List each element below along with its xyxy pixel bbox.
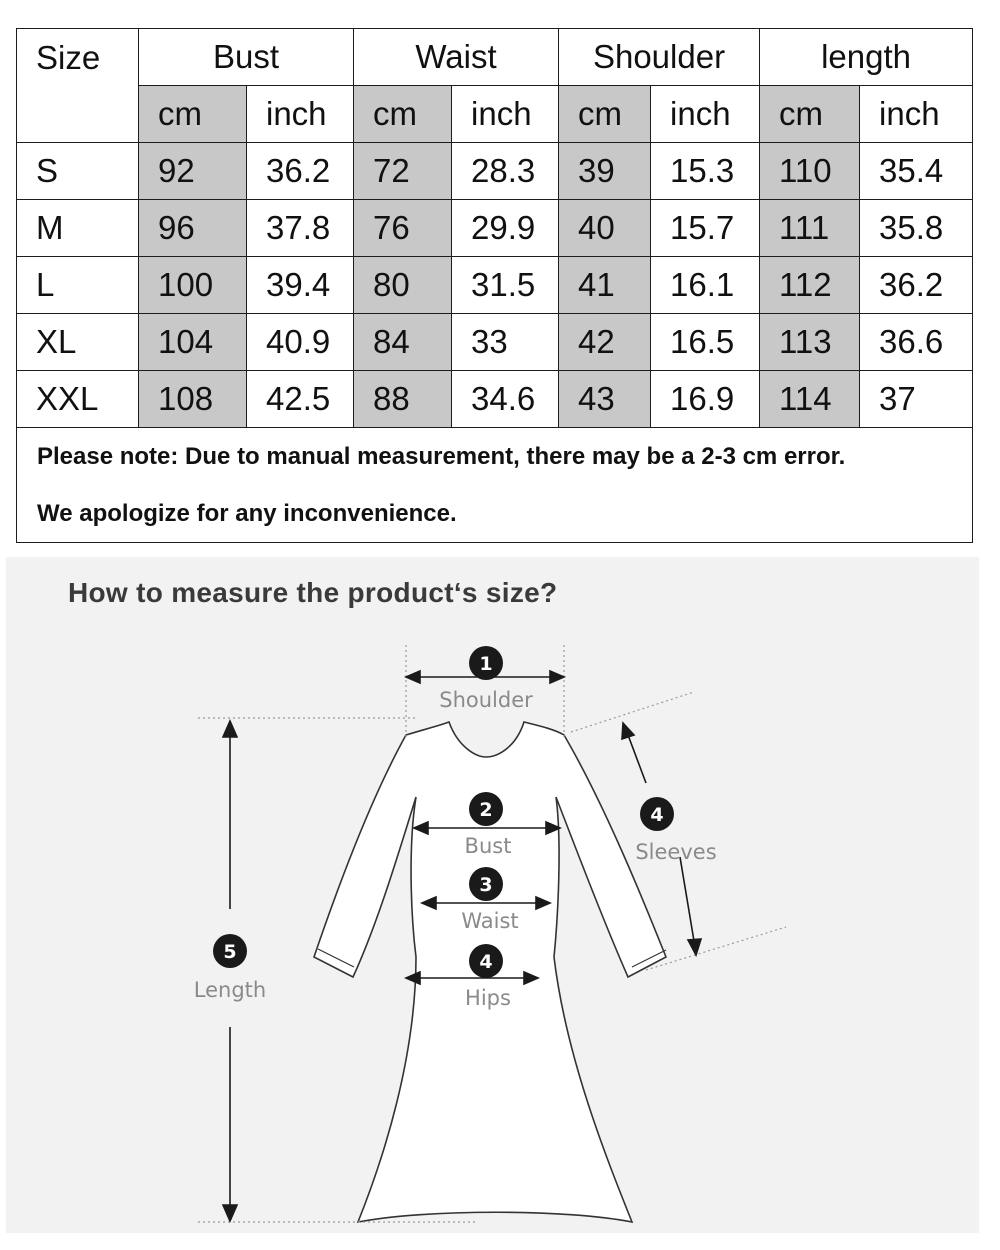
value-cell: 39.4 [247, 257, 354, 314]
value-cell: 34.6 [452, 371, 559, 428]
size-cell: M [17, 200, 139, 257]
value-cell: 88 [354, 371, 452, 428]
size-cell: XXL [17, 371, 139, 428]
value-cell: 29.9 [452, 200, 559, 257]
value-cell: 41 [559, 257, 651, 314]
value-cell: 40.9 [247, 314, 354, 371]
value-cell: 96 [139, 200, 247, 257]
value-cell: 43 [559, 371, 651, 428]
value-cell: 36.6 [860, 314, 973, 371]
unit-cm: cm [559, 86, 651, 143]
marker-length [213, 934, 247, 968]
size-cell: XL [17, 314, 139, 371]
svg-text:4: 4 [650, 804, 664, 826]
value-cell: 37.8 [247, 200, 354, 257]
value-cell: 42.5 [247, 371, 354, 428]
value-cell: 114 [760, 371, 860, 428]
value-cell: 35.4 [860, 143, 973, 200]
svg-text:4: 4 [479, 951, 493, 973]
value-cell: 16.9 [651, 371, 760, 428]
value-cell: 39 [559, 143, 651, 200]
size-chart-table [16, 28, 973, 543]
unit-row [17, 86, 973, 143]
value-cell: 36.2 [247, 143, 354, 200]
value-cell: 72 [354, 143, 452, 200]
marker-shoulder [469, 646, 503, 680]
marker-hips [469, 944, 503, 978]
bust-label: Bust [464, 834, 512, 858]
value-cell: 111 [760, 200, 860, 257]
value-cell: 112 [760, 257, 860, 314]
table-row [17, 257, 973, 314]
svg-text:2: 2 [479, 799, 493, 821]
note-line: Please note: Due to manual measurement, there may be a 2-3 cm error. [37, 443, 846, 470]
measure-guide-panel [6, 557, 979, 1233]
value-cell: 35.8 [860, 200, 973, 257]
svg-text:3: 3 [479, 874, 493, 896]
length-label: Length [193, 978, 267, 1002]
value-cell: 100 [139, 257, 247, 314]
value-cell: 15.3 [651, 143, 760, 200]
size-header: Size [17, 29, 139, 143]
header-row [17, 29, 973, 86]
waist-label: Waist [461, 909, 519, 933]
value-cell: 80 [354, 257, 452, 314]
unit-cm: cm [139, 86, 247, 143]
value-cell: 15.7 [651, 200, 760, 257]
table-row [17, 371, 973, 428]
value-cell: 16.5 [651, 314, 760, 371]
table-row [17, 143, 973, 200]
table-row [17, 200, 973, 257]
value-cell: 108 [139, 371, 247, 428]
value-cell: 28.3 [452, 143, 559, 200]
length-header: length [760, 29, 973, 86]
size-cell: L [17, 257, 139, 314]
table-row [17, 314, 973, 371]
sleeves-label: Sleeves [635, 840, 717, 864]
waist-header: Waist [354, 29, 559, 86]
value-cell: 36.2 [860, 257, 973, 314]
note-row [17, 428, 973, 543]
unit-inch: inch [651, 86, 760, 143]
marker-sleeves [640, 797, 674, 831]
value-cell: 84 [354, 314, 452, 371]
bust-header: Bust [139, 29, 354, 86]
size-cell: S [17, 143, 139, 200]
value-cell: 104 [139, 314, 247, 371]
value-cell: 92 [139, 143, 247, 200]
shoulder-label: Shoulder [439, 688, 533, 712]
guide-title: How to measure the product‘s size? [68, 577, 558, 608]
unit-inch: inch [452, 86, 559, 143]
hips-label: Hips [465, 986, 511, 1010]
svg-text:1: 1 [479, 653, 493, 675]
value-cell: 40 [559, 200, 651, 257]
value-cell: 110 [760, 143, 860, 200]
unit-inch: inch [247, 86, 354, 143]
marker-bust [469, 792, 503, 826]
value-cell: 113 [760, 314, 860, 371]
value-cell: 37 [860, 371, 973, 428]
value-cell: 31.5 [452, 257, 559, 314]
unit-cm: cm [354, 86, 452, 143]
note-line: We apologize for any inconvenience. [37, 500, 457, 527]
measurement-note [17, 428, 973, 543]
unit-cm: cm [760, 86, 860, 143]
value-cell: 16.1 [651, 257, 760, 314]
unit-inch: inch [860, 86, 973, 143]
svg-text:5: 5 [223, 941, 237, 963]
dress-diagram [6, 557, 979, 1233]
value-cell: 42 [559, 314, 651, 371]
value-cell: 76 [354, 200, 452, 257]
marker-waist [469, 867, 503, 901]
shoulder-header: Shoulder [559, 29, 760, 86]
value-cell: 33 [452, 314, 559, 371]
